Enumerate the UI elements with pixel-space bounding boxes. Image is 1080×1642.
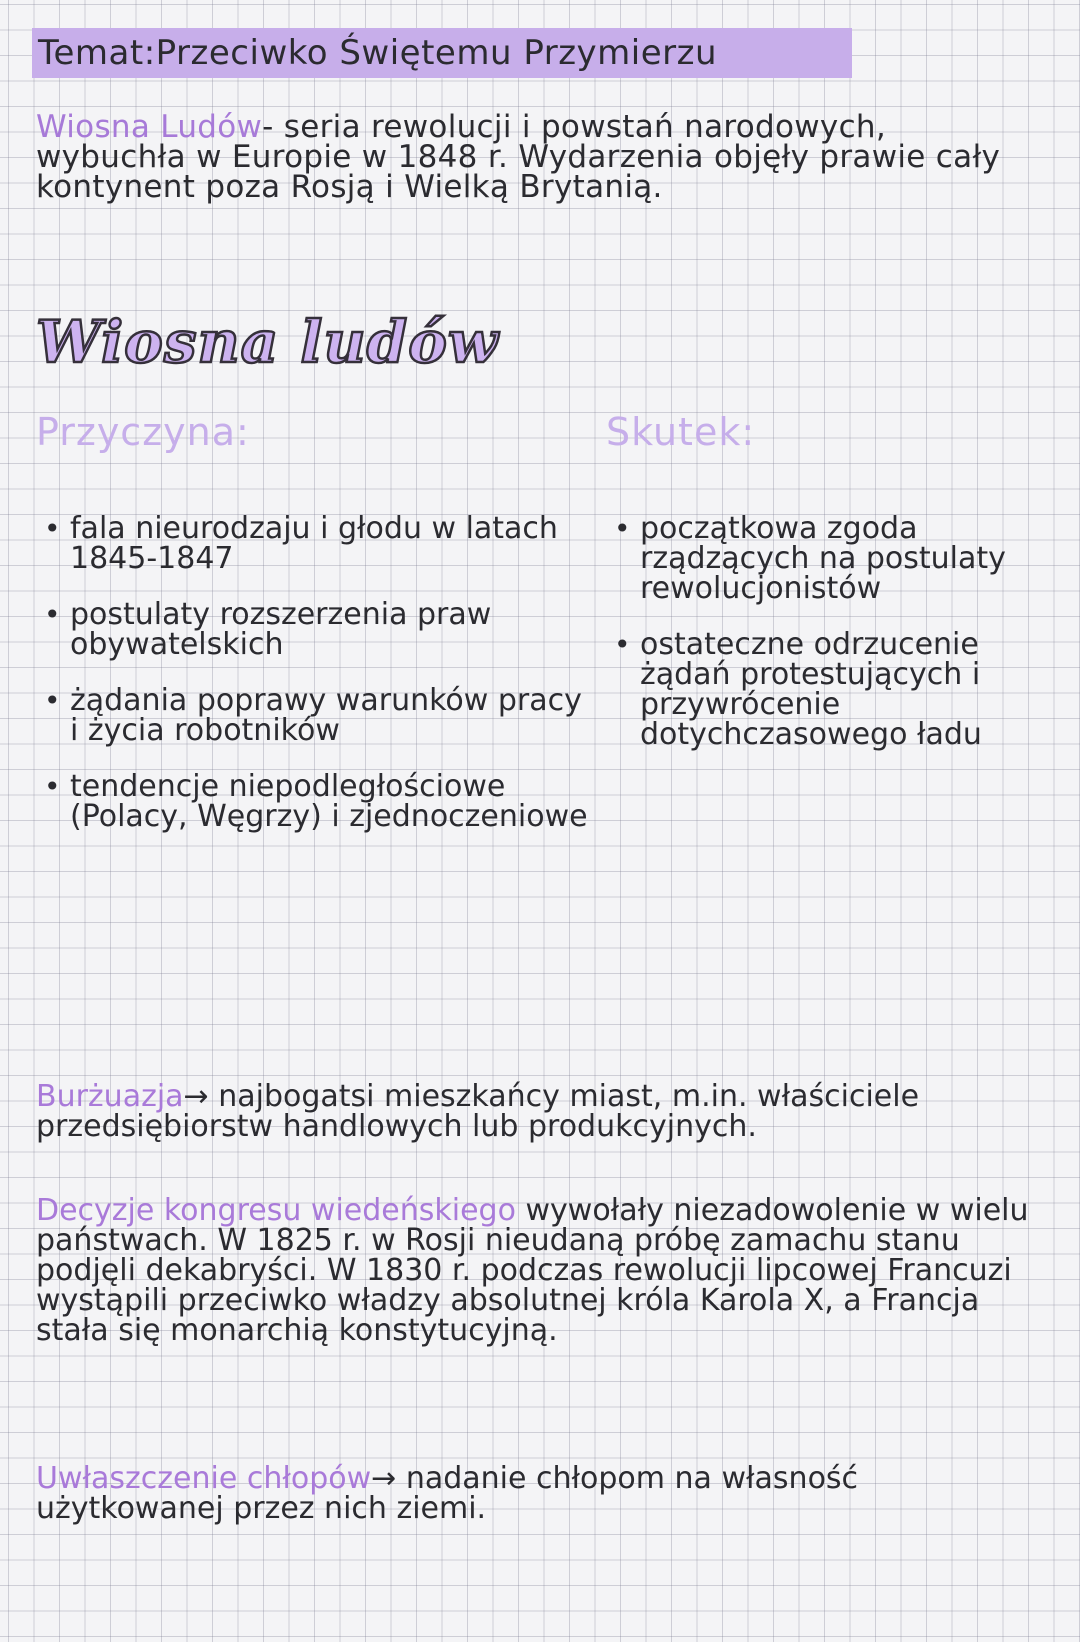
intro-paragraph bbox=[36, 109, 1036, 205]
effects-list bbox=[606, 511, 1056, 752]
definition-enfranchisement bbox=[36, 1461, 1046, 1526]
definition-text: → nadanie chłopom na własność użytkowanej przez nich ziemi. bbox=[36, 1461, 859, 1526]
definition-term: Uwłaszczenie chłopów bbox=[36, 1461, 372, 1496]
section-heading: Wiosna ludów bbox=[36, 308, 499, 376]
causes-label: Przyczyna: bbox=[36, 410, 250, 454]
list-item: • fala nieurodzaju i głodu w latach 1845-1847 bbox=[36, 514, 596, 574]
causes-column bbox=[36, 410, 596, 858]
list-item: • tendencje niepodległościowe (Polacy, Węgrzy) i zjednoczeniowe bbox=[36, 772, 596, 832]
intro-term: Wiosna Ludów bbox=[36, 109, 263, 145]
definition-vienna-congress bbox=[36, 1193, 1046, 1348]
definition-text: wywołały niezadowolenie w wielu państwach. W 1825 r. w Rosji nieudaną próbę zamachu stanu podjęli dekabryści. W 1830 r. podczas rewolucji lipcowej Francuzi wystąpili przeciwko władzy absolutnej króla Karola X, a Francja stała się monarchią konstytucyjną. bbox=[36, 1193, 1029, 1348]
intro-text: - seria rewolucji i powstań narodowych, wybuchła w Europie w 1848 r. Wydarzenia objęły prawie cały kontynent poza Rosją i Wielką Brytanią. bbox=[36, 109, 1001, 205]
definition-term: Burżuazja bbox=[36, 1079, 184, 1114]
effects-label: Skutek: bbox=[606, 410, 756, 454]
effects-column bbox=[606, 410, 1056, 776]
definition-term: Decyzje kongresu wiedeńskiego bbox=[36, 1193, 516, 1228]
topic-title: Temat:Przeciwko Świętemu Przymierzu bbox=[32, 28, 852, 78]
definition-text: → najbogatsi mieszkańcy miast, m.in. właściciele przedsiębiorstw handlowych lub produkcyjnych. bbox=[36, 1079, 920, 1144]
list-item: • początkowa zgoda rządzących na postulaty rewolucjonistów bbox=[606, 514, 1056, 604]
causes-list bbox=[36, 511, 596, 834]
list-item: • ostateczne odrzucenie żądań protestujących i przywrócenie dotychczasowego ładu bbox=[606, 630, 1056, 750]
definition-bourgeoisie bbox=[36, 1079, 1046, 1144]
list-item: • postulaty rozszerzenia praw obywatelskich bbox=[36, 600, 596, 660]
list-item: • żądania poprawy warunków pracy i życia robotników bbox=[36, 686, 596, 746]
